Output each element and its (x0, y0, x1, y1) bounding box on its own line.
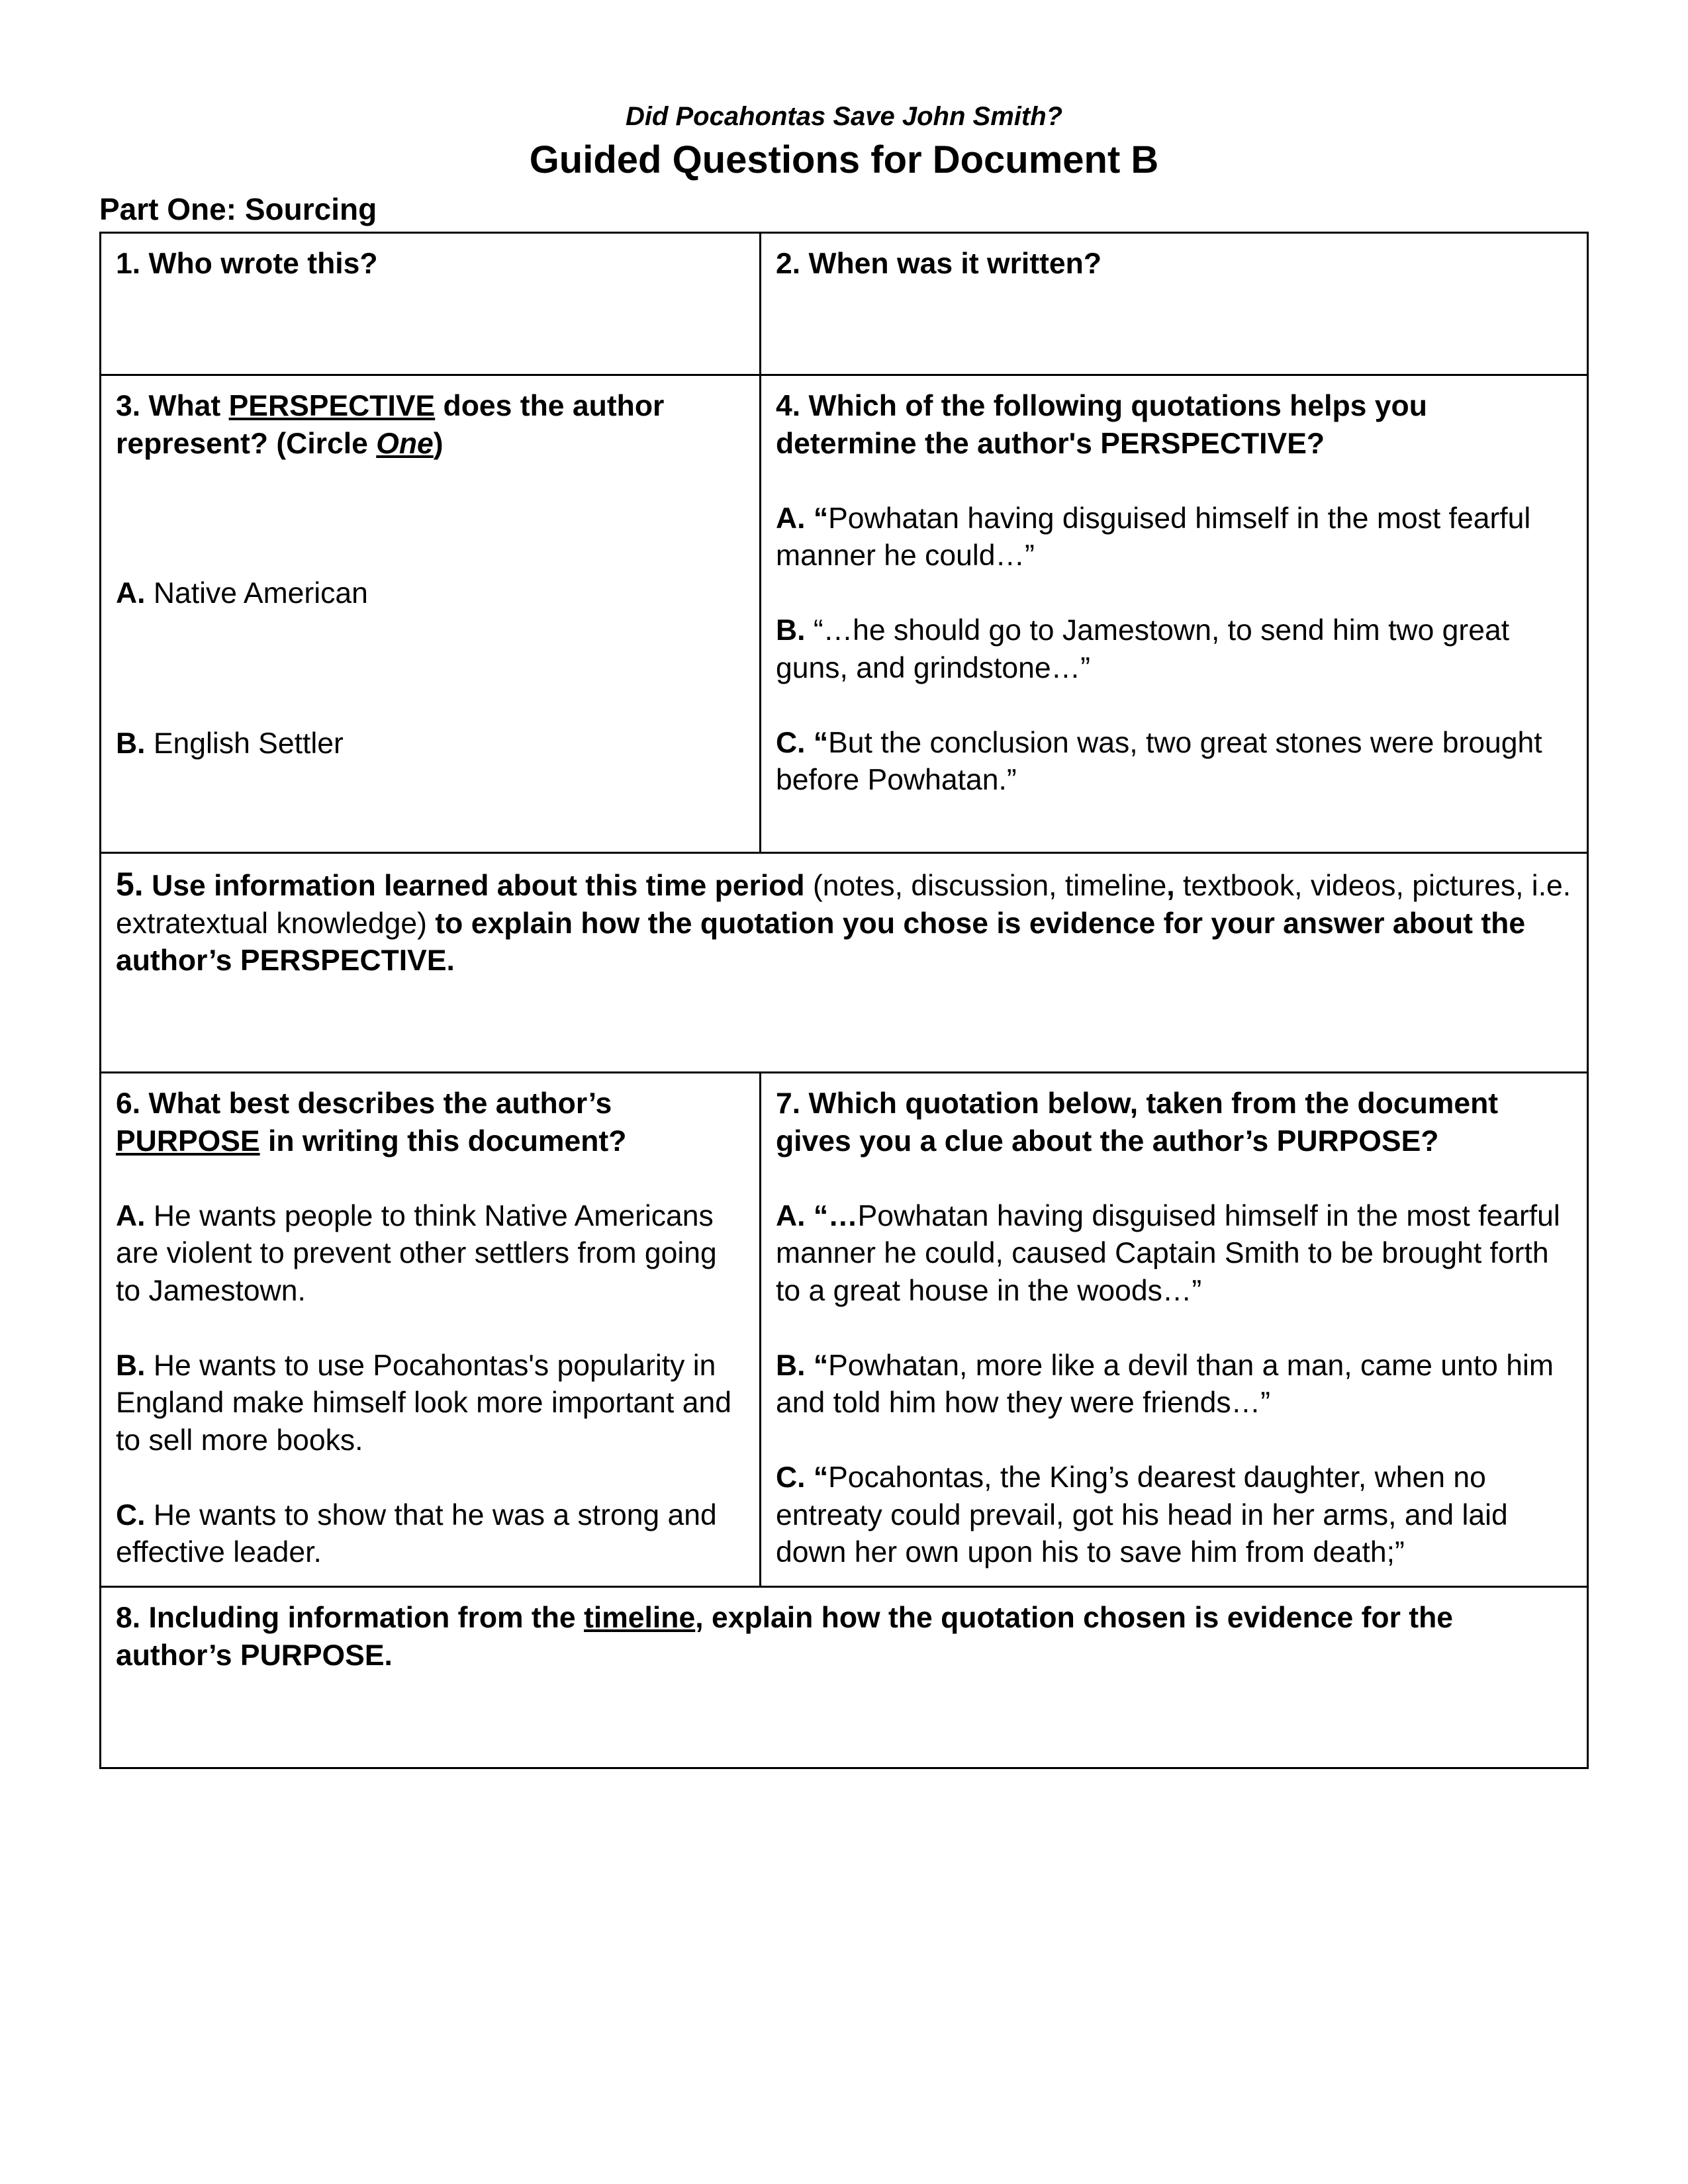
question-3-option-a[interactable]: A. Native American (116, 577, 368, 610)
question-7-cell[interactable] (759, 1071, 1589, 1588)
question-5-cell[interactable] (99, 852, 1589, 1073)
question-4-option-c[interactable]: C. “But the conclusion was, two great stones were brought before Powhatan.” (776, 726, 1542, 796)
question-8-cell[interactable] (99, 1586, 1589, 1769)
section-heading: Part One: Sourcing (99, 192, 377, 226)
question-1-text: 1. Who wrote this? (116, 248, 378, 280)
question-6-text: 6. What best describes the author’s PURPOSE in writing this document? (116, 1087, 627, 1158)
question-7-option-b[interactable]: B. “Powhatan, more like a devil than a man, came unto him and told him how they were friends…” (776, 1349, 1554, 1419)
question-6-option-b[interactable]: B. He wants to use Pocahontas's popularity in England make himself look more important and to sell more books. (116, 1349, 732, 1457)
question-5-text: 5. Use information learned about this time period (notes, discussion, timeline, textbook, videos, pictures, i.e. extratextual knowledge) to explain how the quotation you chose is evidence for your answer about the author’s PERSPECTIVE. (116, 866, 1571, 977)
question-2-text: 2. When was it written? (776, 248, 1102, 280)
question-6-option-c[interactable]: C. He wants to show that he was a strong and effective leader. (116, 1498, 717, 1569)
question-2-cell[interactable] (759, 232, 1589, 376)
question-6-cell[interactable] (99, 1071, 761, 1588)
question-3-text: 3. What PERSPECTIVE does the author represent? (Circle One) (116, 390, 665, 460)
question-4-cell[interactable] (759, 374, 1589, 854)
question-3-option-b[interactable]: B. English Settler (116, 727, 344, 760)
question-7-text: 7. Which quotation below, taken from the document gives you a clue about the author’s PURPOSE? (776, 1087, 1499, 1158)
question-4-option-a[interactable]: A. “Powhatan having disguised himself in the most fearful manner he could…” (776, 502, 1531, 572)
question-7-option-a[interactable]: A. “…Powhatan having disguised himself in the most fearful manner he could, caused Captain Smith to be brought forth to a great house in the woods…” (776, 1199, 1560, 1307)
page-title: Guided Questions for Document B (529, 138, 1159, 181)
question-7-option-c[interactable]: C. “Pocahontas, the King’s dearest daughter, when no entreaty could prevail, got his head in her arms, and laid down her own upon his to save him from death;” (776, 1461, 1508, 1569)
question-8-text: 8. Including information from the timeline, explain how the quotation chosen is evidence for the author’s PURPOSE. (116, 1602, 1454, 1672)
question-4-option-b[interactable]: B. “…he should go to Jamestown, to send him two great guns, and grindstone…” (776, 614, 1510, 684)
question-4-text: 4. Which of the following quotations helps you determine the author's PERSPECTIVE? (776, 390, 1427, 460)
question-1-cell[interactable] (99, 232, 761, 376)
question-6-option-a[interactable]: A. He wants people to think Native Americans are violent to prevent other settlers from going to Jamestown. (116, 1199, 717, 1307)
question-3-cell[interactable] (99, 374, 761, 854)
document-subtitle: Did Pocahontas Save John Smith? (625, 102, 1063, 131)
